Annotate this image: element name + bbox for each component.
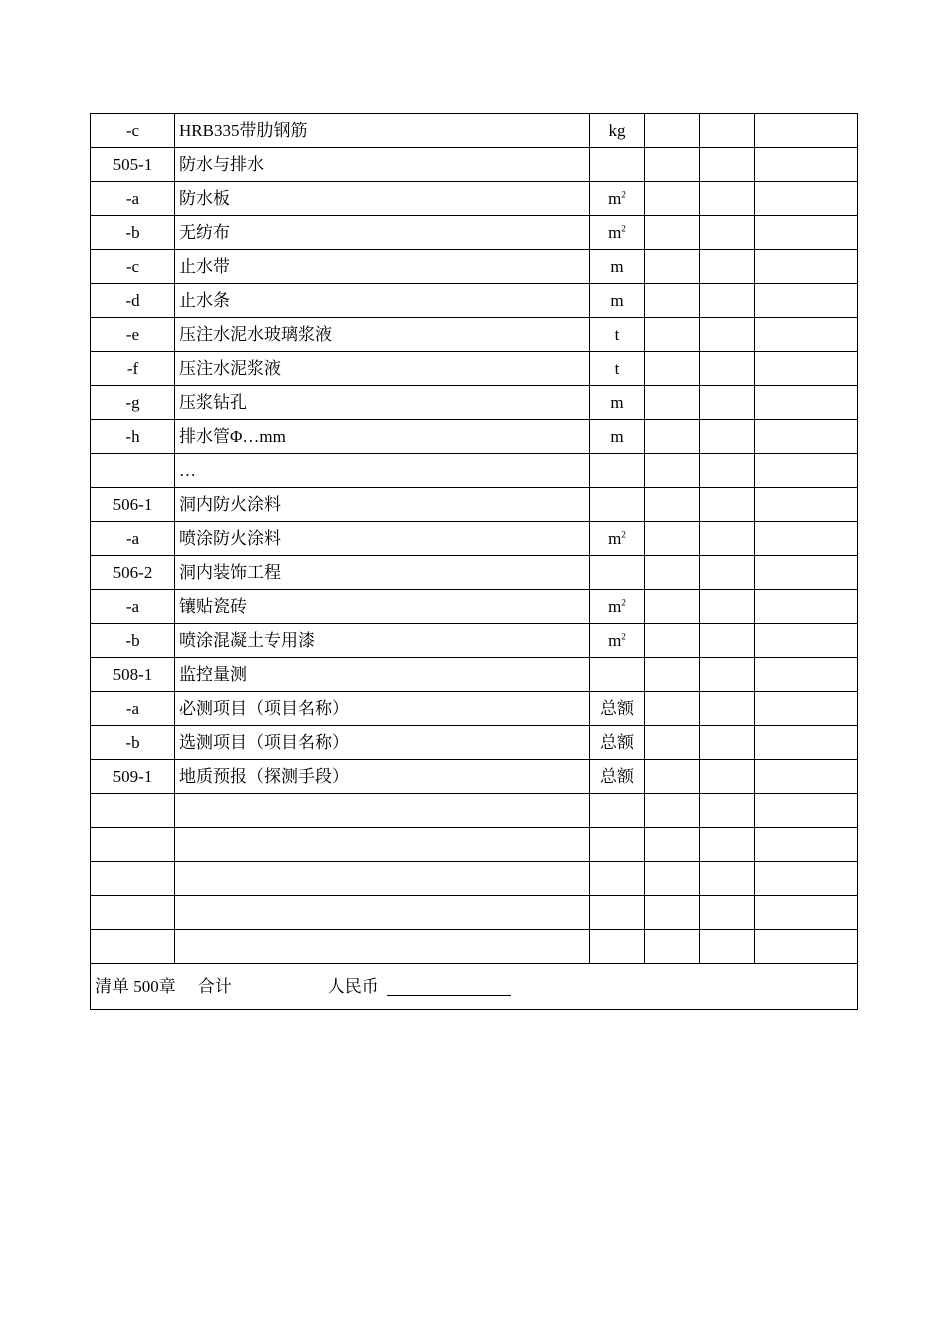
item-name-cell — [175, 828, 590, 862]
quantity-cell[interactable] — [645, 658, 700, 692]
item-code-cell — [91, 794, 175, 828]
unit-text: m — [608, 189, 622, 208]
quantity-cell[interactable] — [645, 862, 700, 896]
table-row — [91, 420, 858, 454]
unit-price-cell[interactable] — [700, 692, 755, 726]
unit-text: m — [608, 597, 622, 616]
unit-price-cell[interactable] — [700, 318, 755, 352]
unit-cell — [590, 522, 645, 556]
table-row — [91, 828, 858, 862]
unit-price-cell[interactable] — [700, 828, 755, 862]
unit-cell — [590, 148, 645, 182]
unit-cell — [590, 624, 645, 658]
unit-price-cell[interactable] — [700, 896, 755, 930]
unit-cell — [590, 930, 645, 964]
quantity-cell[interactable] — [645, 318, 700, 352]
amount-cell[interactable] — [755, 862, 858, 896]
amount-cell[interactable] — [755, 896, 858, 930]
quantity-cell[interactable] — [645, 454, 700, 488]
unit-text: m — [608, 631, 622, 650]
table-row — [91, 624, 858, 658]
table-row — [91, 862, 858, 896]
bill-of-quantities-table — [90, 113, 858, 1010]
unit-price-cell[interactable] — [700, 182, 755, 216]
unit-text: m — [610, 427, 624, 446]
quantity-cell[interactable] — [645, 896, 700, 930]
table-row — [91, 522, 858, 556]
unit-price-cell[interactable] — [700, 726, 755, 760]
item-name-cell: 洞内防火涂料 — [175, 488, 590, 522]
amount-cell[interactable] — [755, 488, 858, 522]
item-name-cell: 监控量测 — [175, 658, 590, 692]
quantity-cell[interactable] — [645, 794, 700, 828]
item-code-cell: 506-2 — [91, 556, 175, 590]
table-row — [91, 148, 858, 182]
item-code-cell: -d — [91, 284, 175, 318]
item-code-cell — [91, 930, 175, 964]
amount-cell[interactable] — [755, 250, 858, 284]
unit-price-cell[interactable] — [700, 624, 755, 658]
unit-text: m — [610, 393, 624, 412]
item-name-cell: 镶贴瓷砖 — [175, 590, 590, 624]
item-name-cell: 洞内装饰工程 — [175, 556, 590, 590]
table-row — [91, 794, 858, 828]
unit-text: m — [610, 291, 624, 310]
unit-superscript: 2 — [621, 529, 626, 540]
amount-cell[interactable] — [755, 522, 858, 556]
item-name-cell: HRB335带肋钢筋 — [175, 114, 590, 148]
summary-cell — [91, 964, 858, 1010]
table-row — [91, 454, 858, 488]
amount-cell[interactable] — [755, 216, 858, 250]
item-code-cell: -c — [91, 250, 175, 284]
unit-cell — [590, 182, 645, 216]
amount-cell[interactable] — [755, 148, 858, 182]
table-row — [91, 216, 858, 250]
unit-cell — [590, 216, 645, 250]
table-row — [91, 692, 858, 726]
item-name-cell — [175, 862, 590, 896]
item-name-cell — [175, 930, 590, 964]
quantity-cell[interactable] — [645, 284, 700, 318]
unit-price-cell[interactable] — [700, 930, 755, 964]
unit-superscript: 2 — [621, 597, 626, 608]
quantity-cell[interactable] — [645, 760, 700, 794]
quantity-cell[interactable] — [645, 182, 700, 216]
item-code-cell: -h — [91, 420, 175, 454]
quantity-cell[interactable] — [645, 522, 700, 556]
amount-cell[interactable] — [755, 318, 858, 352]
table-row — [91, 352, 858, 386]
unit-cell — [590, 556, 645, 590]
item-name-cell: 地质预报（探测手段） — [175, 760, 590, 794]
unit-price-cell[interactable] — [700, 386, 755, 420]
amount-cell[interactable] — [755, 590, 858, 624]
unit-cell — [590, 420, 645, 454]
quantity-cell[interactable] — [645, 692, 700, 726]
table-row — [91, 182, 858, 216]
unit-cell — [590, 590, 645, 624]
unit-price-cell[interactable] — [700, 284, 755, 318]
item-code-cell: 508-1 — [91, 658, 175, 692]
summary-chapter: 500章 — [133, 976, 176, 996]
table-row — [91, 284, 858, 318]
unit-price-cell[interactable] — [700, 148, 755, 182]
unit-price-cell[interactable] — [700, 862, 755, 896]
unit-cell — [590, 794, 645, 828]
table-row — [91, 930, 858, 964]
unit-price-cell[interactable] — [700, 590, 755, 624]
unit-cell — [590, 386, 645, 420]
item-name-cell: 排水管Φ…mm — [175, 420, 590, 454]
quantity-cell[interactable] — [645, 624, 700, 658]
amount-cell[interactable] — [755, 454, 858, 488]
unit-price-cell[interactable] — [700, 250, 755, 284]
item-code-cell: -g — [91, 386, 175, 420]
item-name-cell: 防水与排水 — [175, 148, 590, 182]
unit-text: m — [608, 223, 622, 242]
item-name-cell: 喷涂防火涂料 — [175, 522, 590, 556]
item-code-cell — [91, 454, 175, 488]
quantity-cell[interactable] — [645, 352, 700, 386]
amount-cell[interactable] — [755, 658, 858, 692]
quantity-cell[interactable] — [645, 250, 700, 284]
item-name-cell: 止水带 — [175, 250, 590, 284]
quantity-cell[interactable] — [645, 386, 700, 420]
item-code-cell — [91, 896, 175, 930]
quantity-cell[interactable] — [645, 114, 700, 148]
unit-cell — [590, 692, 645, 726]
item-name-cell: 压注水泥水玻璃浆液 — [175, 318, 590, 352]
item-name-cell: 压浆钻孔 — [175, 386, 590, 420]
item-name-cell: 无纺布 — [175, 216, 590, 250]
table-row — [91, 318, 858, 352]
unit-price-cell[interactable] — [700, 658, 755, 692]
currency-label: 人民币 — [327, 976, 379, 996]
item-code-cell: 509-1 — [91, 760, 175, 794]
table-row — [91, 250, 858, 284]
table-row — [91, 726, 858, 760]
unit-cell — [590, 250, 645, 284]
item-name-cell: 压注水泥浆液 — [175, 352, 590, 386]
unit-superscript: 2 — [621, 189, 626, 200]
item-code-cell: -c — [91, 114, 175, 148]
item-code-cell: 505-1 — [91, 148, 175, 182]
unit-cell — [590, 658, 645, 692]
item-name-cell — [175, 896, 590, 930]
amount-cell[interactable] — [755, 828, 858, 862]
unit-text: 总额 — [600, 767, 634, 786]
quantity-cell[interactable] — [645, 930, 700, 964]
quantity-cell[interactable] — [645, 590, 700, 624]
item-code-cell: 506-1 — [91, 488, 175, 522]
unit-cell — [590, 352, 645, 386]
table-row — [91, 386, 858, 420]
item-code-cell: -b — [91, 726, 175, 760]
unit-price-cell[interactable] — [700, 760, 755, 794]
unit-price-cell[interactable] — [700, 454, 755, 488]
quantity-cell[interactable] — [645, 556, 700, 590]
item-code-cell: -b — [91, 624, 175, 658]
table-row — [91, 556, 858, 590]
table-row — [91, 760, 858, 794]
item-code-cell: -a — [91, 590, 175, 624]
unit-cell — [590, 862, 645, 896]
amount-cell[interactable] — [755, 556, 858, 590]
amount-cell[interactable] — [755, 114, 858, 148]
item-name-cell: 必测项目（项目名称） — [175, 692, 590, 726]
unit-price-cell[interactable] — [700, 556, 755, 590]
unit-text: t — [614, 359, 620, 378]
amount-cell[interactable] — [755, 284, 858, 318]
unit-cell — [590, 726, 645, 760]
unit-price-cell[interactable] — [700, 216, 755, 250]
item-code-cell — [91, 862, 175, 896]
item-name-cell: … — [175, 454, 590, 488]
item-code-cell: -a — [91, 692, 175, 726]
unit-price-cell[interactable] — [700, 794, 755, 828]
amount-cell[interactable] — [755, 760, 858, 794]
unit-price-cell[interactable] — [700, 420, 755, 454]
unit-cell — [590, 284, 645, 318]
unit-cell — [590, 488, 645, 522]
amount-cell[interactable] — [755, 352, 858, 386]
amount-cell[interactable] — [755, 692, 858, 726]
unit-price-cell[interactable] — [700, 114, 755, 148]
amount-cell[interactable] — [755, 794, 858, 828]
summary-label: 清单 — [95, 976, 129, 996]
table-row — [91, 896, 858, 930]
item-code-cell: -b — [91, 216, 175, 250]
item-code-cell: -a — [91, 182, 175, 216]
unit-superscript: 2 — [621, 631, 626, 642]
quantity-cell[interactable] — [645, 148, 700, 182]
unit-text: 总额 — [600, 699, 634, 718]
amount-cell[interactable] — [755, 624, 858, 658]
unit-superscript: 2 — [621, 223, 626, 234]
total-amount-blank[interactable] — [387, 979, 511, 996]
unit-text: m — [608, 529, 622, 548]
unit-cell — [590, 760, 645, 794]
item-code-cell: -f — [91, 352, 175, 386]
item-name-cell: 选测项目（项目名称） — [175, 726, 590, 760]
quantity-cell[interactable] — [645, 828, 700, 862]
amount-cell[interactable] — [755, 182, 858, 216]
table-row — [91, 114, 858, 148]
item-code-cell: -e — [91, 318, 175, 352]
amount-cell[interactable] — [755, 930, 858, 964]
unit-cell — [590, 454, 645, 488]
item-code-cell — [91, 828, 175, 862]
item-name-cell — [175, 794, 590, 828]
amount-cell[interactable] — [755, 726, 858, 760]
item-name-cell: 止水条 — [175, 284, 590, 318]
table-row — [91, 488, 858, 522]
summary-total-label: 合计 — [197, 976, 232, 996]
quantity-cell[interactable] — [645, 726, 700, 760]
unit-cell — [590, 828, 645, 862]
table-row — [91, 658, 858, 692]
unit-text: m — [610, 257, 624, 276]
unit-cell — [590, 318, 645, 352]
table-body — [91, 114, 858, 1010]
amount-cell[interactable] — [755, 420, 858, 454]
item-code-cell: -a — [91, 522, 175, 556]
quantity-cell[interactable] — [645, 420, 700, 454]
item-name-cell: 喷涂混凝土专用漆 — [175, 624, 590, 658]
quantity-cell[interactable] — [645, 488, 700, 522]
unit-text: kg — [608, 121, 626, 140]
item-name-cell: 防水板 — [175, 182, 590, 216]
unit-price-cell[interactable] — [700, 522, 755, 556]
unit-cell — [590, 114, 645, 148]
unit-price-cell[interactable] — [700, 488, 755, 522]
unit-price-cell[interactable] — [700, 352, 755, 386]
table-row — [91, 590, 858, 624]
summary-row — [91, 964, 858, 1010]
unit-text: t — [614, 325, 620, 344]
unit-cell — [590, 896, 645, 930]
amount-cell[interactable] — [755, 386, 858, 420]
unit-text: 总额 — [600, 733, 634, 752]
quantity-cell[interactable] — [645, 216, 700, 250]
